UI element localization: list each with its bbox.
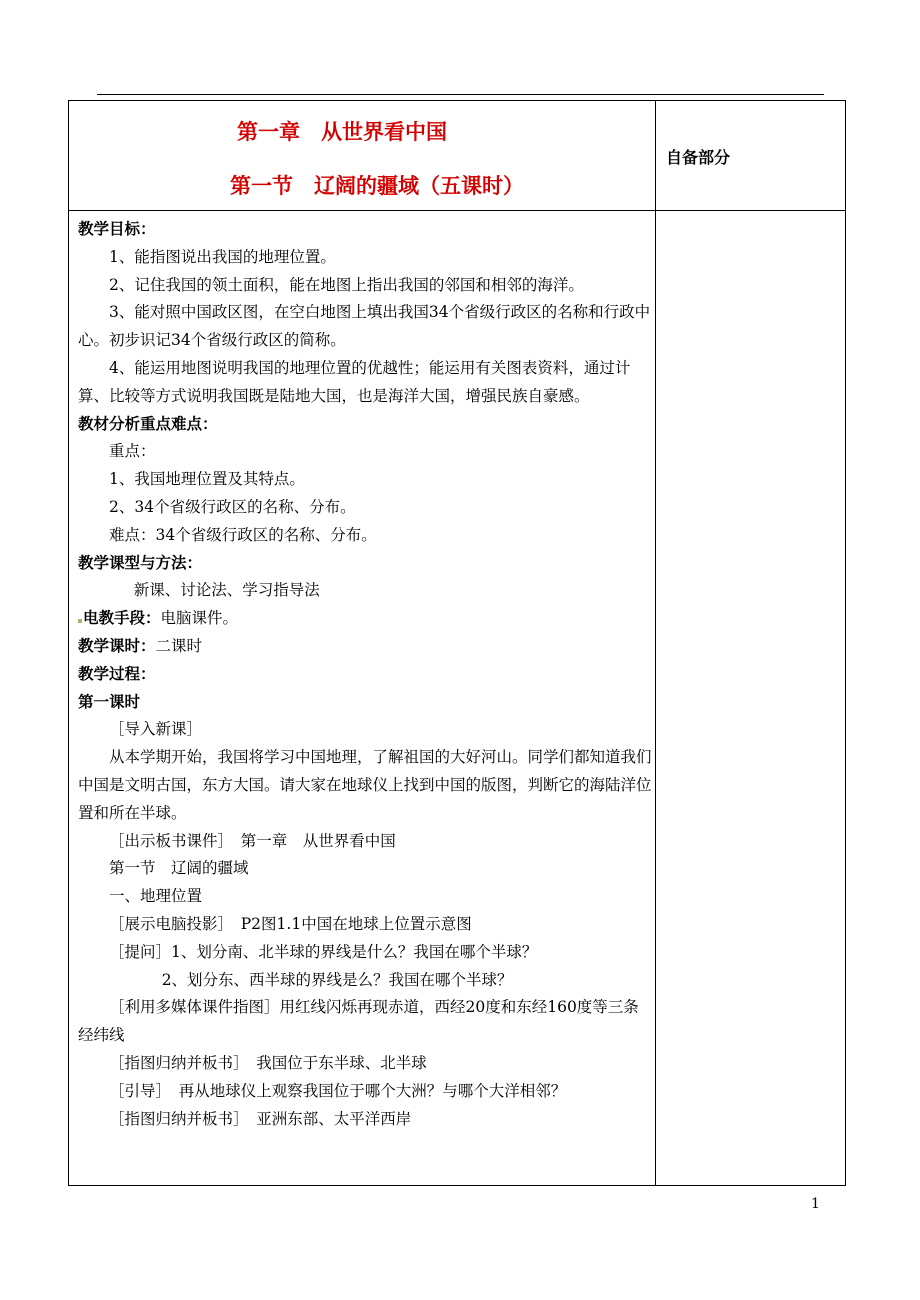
method-heading: 教学课型与方法： [78, 553, 203, 572]
process-line: ［提问］1、划分南、北半球的界线是什么？我国在哪个半球？ [109, 942, 538, 961]
page-number: 1 [811, 1196, 820, 1212]
process-line: ［导入新课］ [109, 720, 203, 739]
objective-item: 3、能对照中国政区图，在空白地图上填出我国34个省级行政区的名称和行政中心。初步识记34个省级行政区的简称。 [78, 303, 651, 350]
key-point-item: 1、我国地理位置及其特点。 [109, 470, 305, 489]
media-text: 电脑课件。 [160, 609, 239, 628]
media-heading: 电教手段： [83, 609, 161, 628]
process-line: 一、地理位置 [109, 887, 203, 906]
lesson-heading: 第一课时 [78, 692, 141, 711]
hours-text: 二课时 [155, 636, 203, 655]
method-text: 新课、讨论法、学习指导法 [133, 581, 320, 600]
analysis-heading: 教材分析重点难点： [78, 414, 218, 433]
process-line: 第一节 辽阔的疆域 [109, 859, 249, 878]
process-line: ［指图归纳并板书］ 亚洲东部、太平洋西岸 [109, 1109, 412, 1128]
side-column-label: 自备部分 [666, 148, 731, 167]
process-line: ［出示板书课件］ 第一章 从世界看中国 [109, 831, 396, 850]
process-line: ［展示电脑投影］ P2图1.1中国在地球上位置示意图 [109, 914, 472, 933]
process-line: 从本学期开始，我国将学习中国地理，了解祖国的大好河山。同学们都知道我们中国是文明古国，东方大国。请大家在地球仪上找到中国的版图，判断它的海陆洋位置和所在半球。 [78, 748, 652, 822]
media-line [78, 605, 653, 633]
column-divider [655, 100, 656, 1186]
process-line: 2、划分东、西半球的界线是么？我国在哪个半球？ [161, 970, 513, 989]
header-rule [97, 94, 824, 95]
objective-item: 1、能指图说出我国的地理位置。 [109, 247, 336, 266]
speck-mark [78, 619, 82, 623]
difficulty-text: 难点：34个省级行政区的名称、分布。 [109, 525, 377, 544]
process-line: ［引导］ 再从地球仪上观察我国位于哪个大洲？与哪个大洋相邻？ [109, 1081, 567, 1100]
objectives-heading: 教学目标： [78, 220, 156, 238]
process-heading: 教学过程： [78, 664, 156, 683]
hours-line [78, 633, 653, 661]
header-row-divider [68, 210, 846, 211]
key-points-label: 重点： [109, 442, 156, 461]
chapter-title: 第一章 从世界看中国 [237, 120, 447, 144]
process-line: ［利用多媒体课件指图］用红线闪烁再现赤道，西经20度和东经160度等三条经纬线 [78, 998, 639, 1045]
objective-item: 2、记住我国的领土面积，能在地图上指出我国的邻国和相邻的海洋。 [109, 275, 584, 294]
key-point-item: 2、34个省级行政区的名称、分布。 [109, 497, 356, 516]
objective-item: 4、能运用地图说明我国的地理位置的优越性；能运用有关图表资料，通过计算、比较等方式说明我国既是陆地大国，也是海洋大国，增强民族自豪感。 [78, 358, 631, 405]
lesson-content [78, 216, 653, 1133]
hours-heading: 教学课时： [78, 636, 156, 655]
process-line: ［指图归纳并板书］ 我国位于东半球、北半球 [109, 1053, 427, 1072]
section-title: 第一节 辽阔的疆域（五课时） [230, 174, 524, 198]
